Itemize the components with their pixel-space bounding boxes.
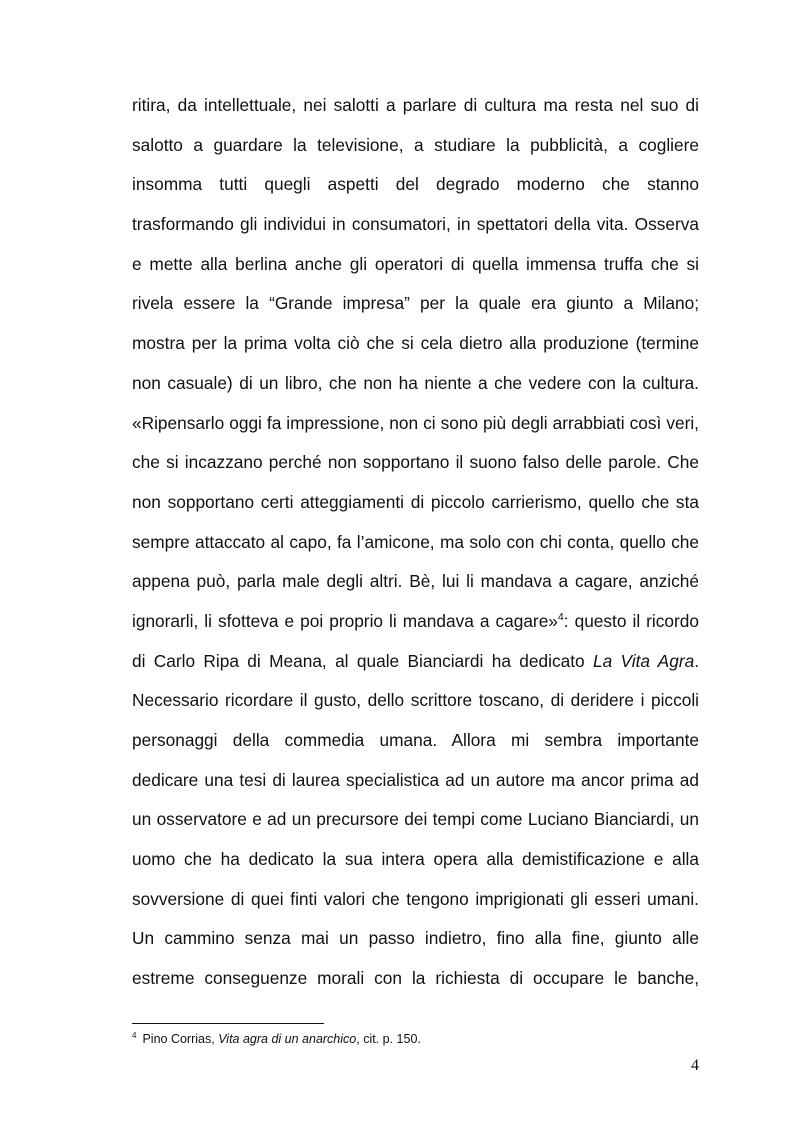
- footnote-title: Vita agra di un anarchico: [218, 1032, 357, 1046]
- footnote-citation: , cit. p. 150.: [356, 1032, 421, 1046]
- text-line: rivela essere la “Grande impresa” per la quale era giunto a Milano;: [132, 293, 699, 314]
- text-segment: : questo il ricordo: [563, 610, 700, 631]
- text-line: non casuale) di un libro, che non ha niente a che vedere con la cultura.: [132, 372, 699, 393]
- text-line: Un cammino senza mai un passo indietro, fino alla fine, giunto alle: [132, 928, 699, 949]
- page-number: 4: [691, 1057, 699, 1074]
- text-line: appena può, parla male degli altri. Bè, lui li mandava a cagare, anziché: [132, 571, 699, 592]
- text-line: salotto a guardare la televisione, a studiare la pubblicità, a cogliere: [132, 134, 699, 155]
- text-line: estreme conseguenze morali con la richiesta di occupare le banche,: [132, 968, 699, 989]
- text-line: dedicare una tesi di laurea specialistica ad un autore ma ancor prima ad: [132, 769, 699, 790]
- text-line: «Ripensarlo oggi fa impressione, non ci sono più degli arrabbiati così veri,: [132, 412, 699, 433]
- text-line: non sopportano certi atteggiamenti di piccolo carrierismo, quello che sta: [132, 491, 699, 512]
- text-line: trasformando gli individui in consumatori, in spettatori della vita. Osserva: [132, 214, 699, 235]
- text-line: Necessario ricordare il gusto, dello scrittore toscano, di deridere i piccoli: [132, 690, 699, 711]
- text-line: e mette alla berlina anche gli operatori di quella immensa truffa che si: [132, 253, 699, 274]
- book-title: La Vita Agra: [592, 650, 695, 671]
- footnote: [132, 1031, 699, 1047]
- text-line: ritira, da intellettuale, nei salotti a parlare di cultura ma resta nel suo di: [132, 95, 699, 115]
- text-segment: di Carlo Ripa di Meana, al quale Bianciardi ha dedicato: [132, 650, 593, 671]
- text-line: sovversione di quei finti valori che tengono imprigionati gli esseri umani.: [132, 888, 699, 909]
- footnote-reference: 4: [557, 610, 564, 623]
- text-line: che si incazzano perché non sopportano il suono falso delle parole. Che: [132, 452, 699, 473]
- text-line: mostra per la prima volta ciò che si cela dietro alla produzione (termine: [132, 333, 699, 354]
- text-line: uomo che ha dedicato la sua intera opera alla demistificazione e alla: [132, 849, 699, 870]
- text-segment: ignorarli, li sfotteva e poi proprio li mandava a cagare»: [132, 610, 558, 631]
- footnote-divider: [132, 1023, 324, 1024]
- text-line: sempre attaccato al capo, fa l’amicone, ma solo con chi conta, quello che: [132, 531, 699, 552]
- text-line-with-title: [132, 642, 699, 682]
- text-line: insomma tutti quegli aspetti del degrado moderno che stanno: [132, 174, 699, 195]
- text-segment: .: [694, 650, 699, 671]
- footnote-number: 4: [132, 1031, 137, 1040]
- body-text: [132, 86, 699, 999]
- text-line: un osservatore e ad un precursore dei tempi come Luciano Bianciardi, un: [132, 809, 699, 830]
- footnote-author: Pino Corrias,: [142, 1032, 219, 1046]
- text-line-with-footnote-ref: [132, 602, 699, 642]
- text-line: personaggi della commedia umana. Allora mi sembra importante: [132, 730, 699, 750]
